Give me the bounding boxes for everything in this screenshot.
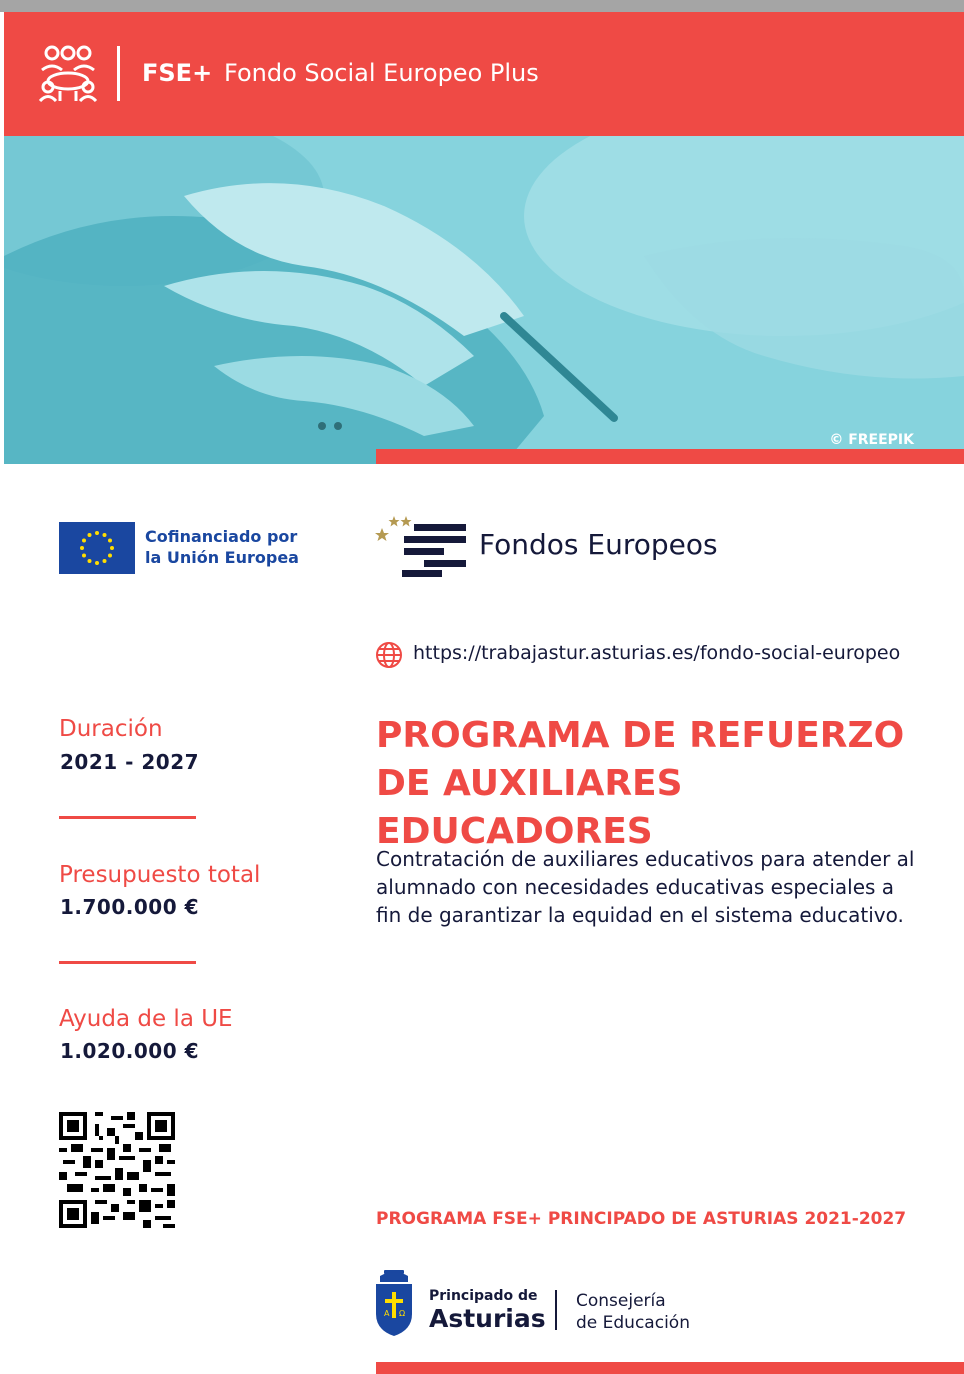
qr-code-icon[interactable] <box>59 1112 175 1228</box>
principado-big-text: Asturias <box>429 1304 546 1333</box>
program-title-line2: DE AUXILIARES EDUCADORES <box>376 763 683 852</box>
svg-text:Ω: Ω <box>399 1309 406 1318</box>
budget-label: Presupuesto total <box>59 862 261 888</box>
asturias-coat-of-arms-icon <box>374 1270 414 1336</box>
program-title <box>376 712 956 856</box>
eu-aid-label: Ayuda de la UE <box>59 1006 233 1032</box>
fondos-europeos-text: Fondos Europeos <box>479 528 718 561</box>
program-title-line1: PROGRAMA DE REFUERZO <box>376 715 905 756</box>
principado-small-text: Principado de <box>429 1288 538 1304</box>
eu-flag-icon <box>59 522 135 574</box>
eu-text-line1: Cofinanciado por <box>145 527 298 546</box>
accent-bar-top <box>376 449 964 464</box>
fse-short-label: FSE+ <box>142 59 213 87</box>
footer-separator <box>555 1290 557 1330</box>
image-credit: © FREEPIK <box>829 432 914 448</box>
header-separator <box>117 46 120 101</box>
accent-bar-bottom <box>376 1362 964 1374</box>
top-border <box>0 0 964 12</box>
hero-photo <box>4 136 964 464</box>
duration-label: Duración <box>59 716 163 742</box>
globe-icon <box>375 641 403 669</box>
website-link[interactable]: https://trabajastur.asturias.es/fondo-social-europeo <box>413 642 901 664</box>
header-banner <box>4 12 964 136</box>
people-group-icon <box>38 44 98 102</box>
budget-value: 1.700.000 € <box>60 895 199 919</box>
eu-aid-value: 1.020.000 € <box>60 1039 199 1063</box>
fondos-europeos-logo-icon <box>374 512 470 578</box>
consejeria-line1: Consejería <box>576 1291 666 1311</box>
poster <box>4 12 964 1374</box>
program-footer-title: PROGRAMA FSE+ PRINCIPADO DE ASTURIAS 2021-2027 <box>376 1209 907 1229</box>
svg-text:A: A <box>384 1309 390 1318</box>
program-description: Contratación de auxiliares educativos para atender al alumnado con necesidades educativas especiales a fin de garantizar la equidad en el sistema educativo. <box>376 847 915 927</box>
duration-value: 2021 - 2027 <box>60 750 200 774</box>
eu-cofunding-text <box>145 526 299 568</box>
fse-full-label: Fondo Social Europeo Plus <box>224 59 539 87</box>
eu-text-line2: la Unión Europea <box>145 548 299 567</box>
consejeria-text <box>576 1290 690 1334</box>
stat-divider <box>59 961 196 964</box>
hands-writing-illustration <box>4 136 964 464</box>
stat-divider <box>59 816 196 819</box>
consejeria-line2: de Educación <box>576 1313 690 1333</box>
